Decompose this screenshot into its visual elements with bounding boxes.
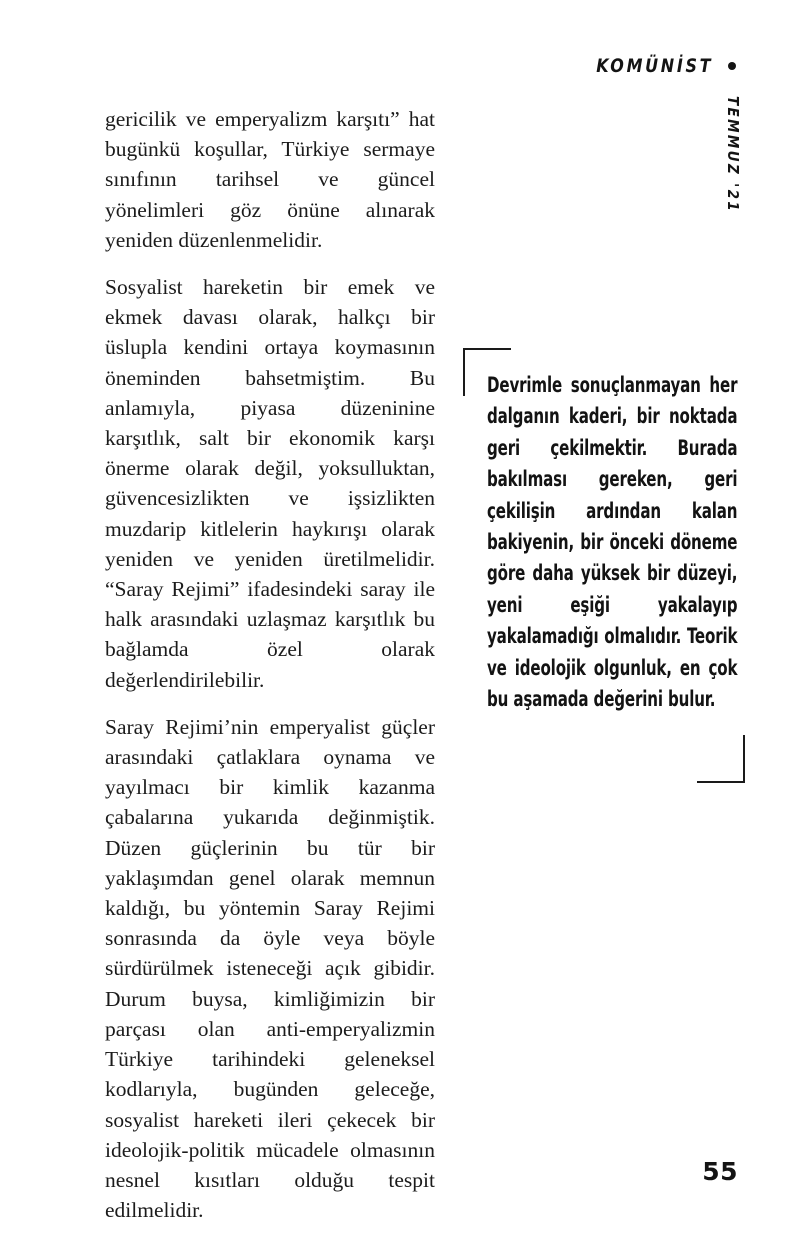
corner-bracket-bottom-right-icon	[697, 735, 745, 783]
publication-title: KOMÜNİST	[596, 55, 713, 77]
pull-quote-text: Devrimle sonuçlanmayan her dalganın kaderi, bir noktada geri çekilmektir. Burada bakılması gereken, geri çekilişin ardından kalan bakiyenin, bir önceki döneme göre daha yüksek bir düzeyi, yeni eşiği yakalayıp yakalamadığı olmalıdır. Teorik ve ideolojik olgunluk, en çok bu aşamada değerini bulur.	[487, 373, 738, 713]
body-paragraph: Sosyalist hareketin bir emek ve ekmek davası olarak, halkçı bir üslupla kendini ortaya koymasının öneminden bahsetmiştim. Bu anlamıyla, piyasa düzeninine karşıtlık, salt bir ekonomik karşı önerme olarak değil, yoksulluktan, güvencesizlikten ve işsizlikten muzdarip kitlelerin haykırışı olarak yeniden ve yeniden üretilmelidir. “Saray Rejimi” ifadesindeki saray ile halk arasındaki uzlaşmaz karşıtlık bu bağlamda özel olarak değerlendirilebilir.	[105, 275, 435, 692]
running-header	[574, 55, 736, 77]
issue-date-vertical: TEMMUZ '21	[724, 96, 742, 214]
body-paragraph: gericilik ve emperyalizm karşıtı” hat bugünkü koşullar, Türkiye sermaye sınıfının tarihsel ve güncel yönelimleri göz önüne alınarak yeniden düzenlenmelidir.	[105, 107, 435, 252]
bullet-dot-icon	[728, 62, 736, 70]
body-text-column	[105, 104, 435, 1225]
page-number: 55	[702, 1157, 738, 1186]
pull-quote-block	[463, 348, 745, 783]
body-paragraph: Saray Rejimi’nin emperyalist güçler arasındaki çatlaklara oynama ve yayılmacı bir kimlik kazanma çabalarına yukarıda değinmiştik. Düzen güçlerinin bu tür bir yaklaşımdan genel olarak memnun kaldığı, bu yöntemin Saray Rejimi sonrasında da öyle veya böyle sürdürülmek isteneceği açık gibidir. Durum buysa, kimliğimizin bir parçası olan anti-emperyalizmin Türkiye tarihindeki geleneksel kodlarıyla, bugünden geleceğe, sosyalist hareketi ileri çekecek bir ideolojik-politik mücadele olmasının nesnel kısıtları olduğu tespit edilmelidir.	[105, 714, 435, 1223]
